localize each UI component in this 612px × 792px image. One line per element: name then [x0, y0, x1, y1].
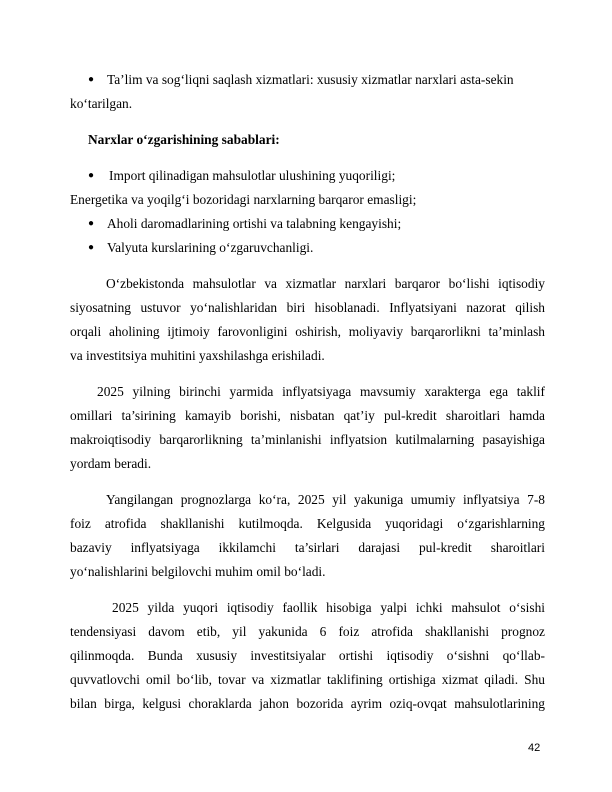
paragraph-4-line-5: bilan birga, kelgusi choraklarda jahon bozorida ayrim oziq-ovqat mahsulotlarining — [70, 696, 545, 711]
paragraph-1-line-4: va investitsiya muhitini yaxshilashga erishiladi. — [70, 348, 325, 363]
paragraph-1-line-1: O‘zbekistonda mahsulotlar va xizmatlar narxlari barqaror bo‘lishi iqtisodiy — [106, 276, 545, 291]
paragraph-3-line-3: bazaviy inflyatsiyaga ikkilamchi ta’sirlari darajasi pul-kredit sharoitlari — [70, 540, 545, 555]
cause-item-currency: Valyuta kurslarining o‘zgaruvchanligi. — [107, 240, 314, 255]
paragraph-4-line-4: quvvatlovchi omil bo‘lib, tovar va xizmatlar taklifining ortishiga xizmat qiladi. Shu — [70, 672, 545, 687]
bullet-marker: ● — [88, 242, 95, 253]
paragraph-3-line-1: Yangilangan prognozlarga ko‘ra, 2025 yil yakuniga umumiy inflyatsiya 7-8 — [106, 492, 545, 507]
paragraph-1-line-3: orqali aholining ijtimoiy farovonligini oshirish, moliyaviy barqarorlikni ta’minlash — [70, 324, 545, 339]
page-number: 42 — [528, 742, 541, 754]
bullet-item-continuation: ko‘tarilgan. — [70, 96, 133, 111]
section-heading: Narxlar o‘zgarishining sabablari: — [88, 132, 280, 147]
paragraph-3-line-4: yo‘nalishlarini belgilovchi muhim omil bo‘ladi. — [70, 564, 326, 579]
paragraph-4-line-1: 2025 yilda yuqori iqtisodiy faollik hisobiga yalpi ichki mahsulot o‘sishi — [112, 600, 545, 615]
paragraph-1-line-2: siyosatning ustuvor yo‘nalishlaridan biri hisoblanadi. Inflyatsiyani nazorat qilish — [70, 300, 545, 315]
paragraph-2-line-2: omillari ta’sirining kamayib borishi, nisbatan qat’iy pul-kredit sharoitlari hamda — [70, 408, 545, 423]
cause-item-import: Import qilinadigan mahsulotlar ulushining yuqoriligi; — [109, 168, 396, 183]
paragraph-4-line-2: tendensiyasi davom etib, yil yakunida 6 foiz atrofida shakllanishi prognoz — [70, 624, 545, 639]
cause-item-energy: Energetika va yoqilg‘i bozoridagi narxlarning barqaror emasligi; — [70, 192, 417, 207]
bullet-item-education-health: Ta’lim va sog‘liqni saqlash xizmatlari: xususiy xizmatlar narxlari asta-sekin — [107, 72, 514, 87]
paragraph-2-line-4: yordam beradi. — [70, 456, 152, 471]
bullet-marker: ● — [88, 74, 95, 85]
cause-item-income: Aholi daromadlarining ortishi va talabning kengayishi; — [107, 216, 402, 231]
paragraph-2-line-3: makroiqtisodiy barqarorlikning ta’minlanishi inflyatsion kutilmalarning pasayishiga — [70, 432, 545, 447]
bullet-marker: ● — [88, 218, 95, 229]
bullet-marker: ● — [88, 170, 95, 181]
paragraph-3-line-2: foiz atrofida shakllanishi kutilmoqda. Kelgusida yuqoridagi o‘zgarishlarning — [70, 516, 545, 531]
paragraph-2-line-1: 2025 yilning birinchi yarmida inflyatsiyaga mavsumiy xarakterga ega taklif — [97, 384, 545, 399]
paragraph-4-line-3: qilinmoqda. Bunda xususiy investitsiyalar ortishi iqtisodiy o‘sishni qo‘llab- — [70, 648, 545, 663]
